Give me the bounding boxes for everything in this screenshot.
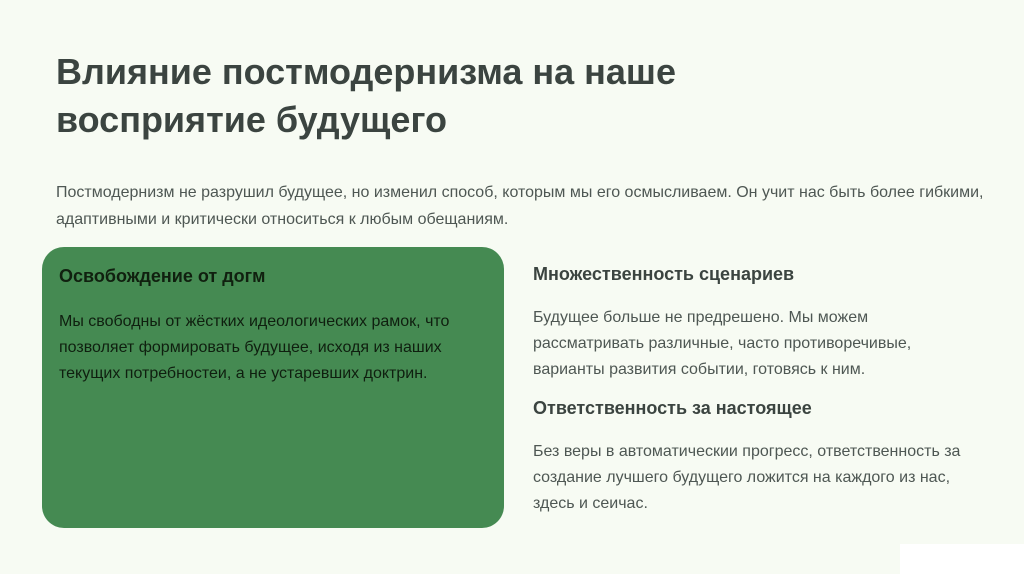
section-text: Без веры в автоматическии прогресс, ответственность за создание лучшего будущего ложится на каждого из нас, здесь и сеичас. <box>533 443 961 512</box>
section-title: Ответственность за настоящее <box>533 398 812 418</box>
highlight-card <box>42 247 504 528</box>
corner-patch <box>900 544 1024 574</box>
section-text: Будущее больше не предрешено. Мы можем рассматривать различные, часто противоречивые, варианты развития событии, готовясь к ним. <box>533 309 912 378</box>
section-title: Множественность сценариев <box>533 264 795 284</box>
card-title: Освобождение от догм <box>59 266 266 286</box>
slide-title: Влияние постмодернизма на наше восприятие будущего <box>56 51 676 140</box>
right-column <box>533 262 983 517</box>
card-text: Мы свободны от жёстких идеологических рамок, что позволяет формировать будущее, исходя из наших текущих потребностеи, а не устаревших доктрин. <box>59 313 450 382</box>
intro-text: Постмодернизм не разрушил будущее, но изменил способ, которым мы его осмысливаем. Он учит нас быть более гибкими, адаптивными и критически относиться к любым обещаниям. <box>56 184 984 228</box>
section-scenarios <box>533 262 983 383</box>
section-responsibility <box>533 396 983 517</box>
